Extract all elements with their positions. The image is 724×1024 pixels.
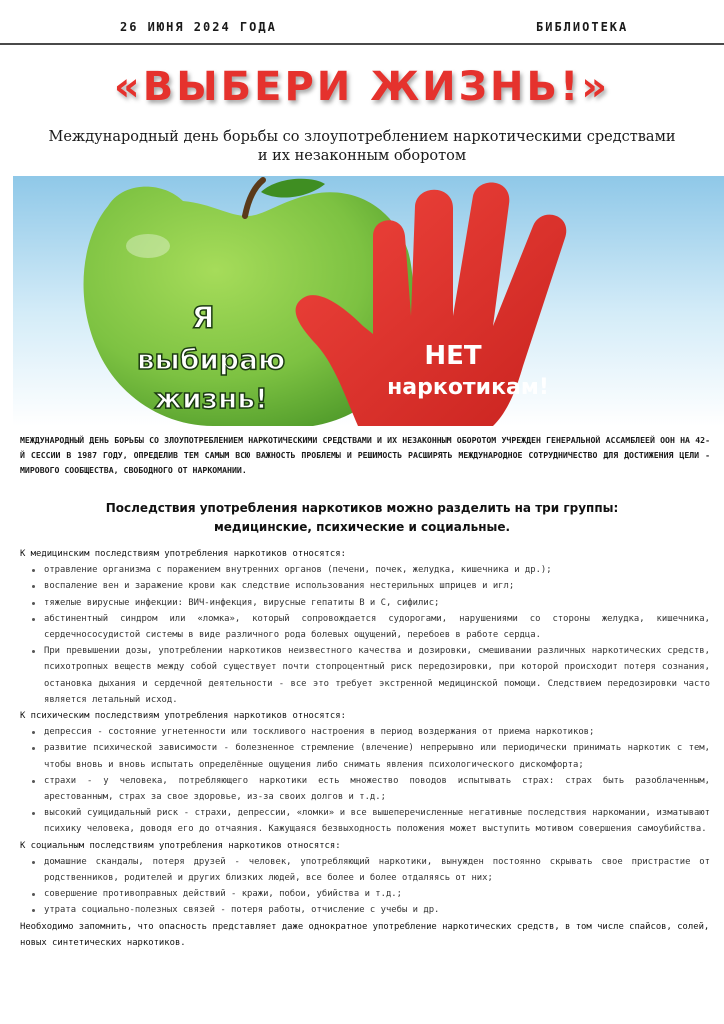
list-item: депрессия - состояние угнетенности или тоскливого настроения в период воздержания от приема наркотиков; (44, 724, 710, 740)
list-item: развитие психической зависимости - болезненное стремление (влечение) непрерывно или периодически принимать наркотик с тем, чтобы вновь и вновь испытать определённые ощущения либо снимать явления психологического дискомфорта; (44, 740, 710, 772)
article-body (20, 546, 710, 951)
mental-list (20, 724, 710, 837)
list-item: высокий суицидальный риск - страхи, депрессии, «ломки» и все вышеперечисленные негативные последствия наркомании, изматывают психику человека, доводя его до отчаяния. Кажущаяся безвыходность положения может выступить мотивом совершения самоубийства. (44, 805, 710, 837)
section-name: БИБЛИОТЕКА (536, 20, 629, 34)
list-item: отравление организма с поражением внутренних органов (печени, почек, желудка, кишечника и др.); (44, 562, 710, 578)
footer-note: Необходимо запомнить, что опасность представляет даже однократное употребление наркотических средств, в том числе спайсов, солей, новых синтетических наркотиков. (20, 921, 710, 948)
consequences-heading-line-2: медицинские, психические и социальные. (213, 520, 511, 534)
consequences-heading (0, 499, 724, 537)
header-divider (0, 43, 724, 45)
list-item: страхи - у человека, потребляющего наркотики есть множество поводов испытывать страх: страх быть разоблаченным, арестованным, страх за свое здоровье, из-за своих долгов и т.д.; (44, 773, 710, 805)
list-item: тяжелые вирусные инфекции: ВИЧ-инфекция, вирусные гепатиты В и С, сифилис; (44, 595, 710, 611)
issue-date: 26 ИЮНЯ 2024 ГОДА (120, 20, 277, 34)
banner-illustration (13, 176, 724, 426)
subtitle-line-1: Международный день борьбы со злоупотреблением наркотическими средствами (48, 129, 676, 145)
social-heading: К социальным последствиям употребления наркотиков относятся: (20, 840, 341, 851)
page-header (0, 0, 724, 46)
page-subtitle (40, 128, 684, 166)
apple-text-line-1: Я (191, 301, 215, 336)
consequences-heading-line-1: Последствия употребления наркотиков можно разделить на три группы: (105, 501, 619, 515)
apple-text-line-3: жизнь! (154, 382, 268, 415)
mental-heading: К психическим последствиям употребления наркотиков относятся: (20, 711, 346, 722)
apple-text-line-2: выбираю (136, 343, 286, 376)
list-item: При превышении дозы, употреблении наркотиков неизвестного качества и дозировки, смешивании различных наркотических средств, психотропных веществ между собой существует почти стопроцентный риск передозировки, при которой происходит потеря сознания, остановка дыхания и сердечной деятельности - все это требует экстренной медицинской помощи. Следствием передозировки часто является летальный исход. (44, 643, 710, 708)
intro-paragraph: МЕЖДУНАРОДНЫЙ ДЕНЬ БОРЬБЫ СО ЗЛОУПОТРЕБЛЕНИЕМ НАРКОТИЧЕСКИМИ СРЕДСТВАМИ И ИХ НЕЗАКОННЫМ ОБОРОТОМ УЧРЕЖДЕН ГЕНЕРАЛЬНОЙ АССАМБЛЕЕЙ ООН НА 42-Й СЕССИИ В 1987 ГОДУ, ОПРЕДЕЛИВ ТЕМ САМЫМ ВСЮ ВАЖНОСТЬ ПРОБЛЕМЫ И РЕШИМОСТЬ РАСШИРЯТЬ МЕЖДУНАРОДНОЕ СОТРУДНИЧЕСТВО ДЛЯ ДОСТИЖЕНИЯ ЦЕЛИ - МИРОВОГО СООБЩЕСТВА, СВОБОДНОГО ОТ НАРКОМАНИИ. (20, 435, 710, 475)
list-item: домашние скандалы, потеря друзей - человек, употребляющий наркотики, вынужден постоянно скрывать свое пристрастие от родственников, родителей и других близких людей, все более и более отдаляясь от них; (44, 854, 710, 886)
page-title: «ВЫБЕРИ ЖИЗНЬ!» (113, 64, 611, 110)
medical-heading: К медицинским последствиям употребления наркотиков относятся: (20, 549, 346, 559)
medical-list (20, 562, 710, 708)
list-item: воспаление вен и заражение крови как следствие использования нестерильных шприцев и игл; (44, 578, 710, 594)
hand-text-line-1: НЕТ (424, 341, 482, 371)
subtitle-line-2: и их незаконным оборотом (257, 148, 467, 164)
hand-text-line-2: наркотикам! (387, 375, 549, 400)
list-item: утрата социально-полезных связей - потеря работы, отчисление с учебы и др. (44, 902, 710, 918)
social-list (20, 854, 710, 919)
list-item: абстинентный синдром или «ломка», который сопровождается судорогами, нарушениями со стороны желудка, кишечника, сердечнососудистой системы в виде различного рода болевых ощущений, перебоев в работе сердца. (44, 611, 710, 643)
list-item: совершение противоправных действий - кражи, побои, убийства и т.д.; (44, 886, 710, 902)
banner-image (13, 176, 724, 426)
